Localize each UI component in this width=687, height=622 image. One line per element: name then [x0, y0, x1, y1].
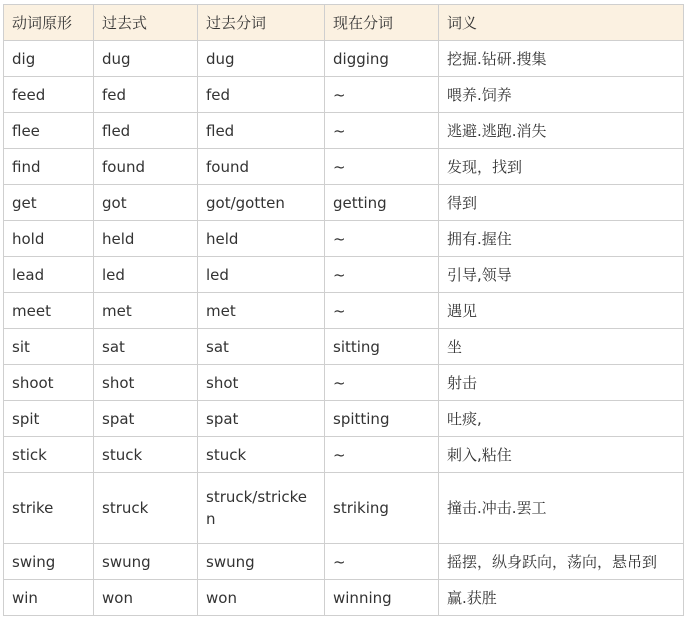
- header-present-participle: 现在分词: [325, 5, 439, 41]
- table-row: [4, 113, 684, 149]
- past-participle-cell: spat: [198, 401, 325, 437]
- meaning-cell: 发现，找到: [439, 149, 684, 185]
- base-form-cell: swing: [4, 544, 94, 580]
- table-row: [4, 149, 684, 185]
- base-form-cell: sit: [4, 329, 94, 365]
- base-form-cell: find: [4, 149, 94, 185]
- past-participle-cell: stuck: [198, 437, 325, 473]
- meaning-cell: 撞击.冲击.罢工: [439, 473, 684, 544]
- past-tense-cell: sat: [94, 329, 198, 365]
- past-tense-cell: met: [94, 293, 198, 329]
- table-row: [4, 293, 684, 329]
- base-form-cell: flee: [4, 113, 94, 149]
- past-tense-cell: fed: [94, 77, 198, 113]
- past-participle-cell: sat: [198, 329, 325, 365]
- past-participle-cell: struck/stricken: [198, 473, 325, 544]
- past-tense-cell: found: [94, 149, 198, 185]
- base-form-cell: dig: [4, 41, 94, 77]
- meaning-cell: 摇摆，纵身跃向，荡向，悬吊到: [439, 544, 684, 580]
- base-form-cell: get: [4, 185, 94, 221]
- header-past-tense: 过去式: [94, 5, 198, 41]
- present-participle-cell: ~: [325, 77, 439, 113]
- table-row: [4, 41, 684, 77]
- past-participle-cell: dug: [198, 41, 325, 77]
- meaning-cell: 挖掘.钻研.搜集: [439, 41, 684, 77]
- table-row: [4, 473, 684, 544]
- base-form-cell: lead: [4, 257, 94, 293]
- past-participle-cell: held: [198, 221, 325, 257]
- base-form-cell: hold: [4, 221, 94, 257]
- header-base-form: 动词原形: [4, 5, 94, 41]
- present-participle-cell: ~: [325, 544, 439, 580]
- past-tense-cell: fled: [94, 113, 198, 149]
- present-participle-cell: ~: [325, 293, 439, 329]
- table-row: [4, 221, 684, 257]
- table-header-row: [4, 5, 684, 41]
- meaning-cell: 吐痰,: [439, 401, 684, 437]
- present-participle-cell: digging: [325, 41, 439, 77]
- meaning-cell: 刺入,粘住: [439, 437, 684, 473]
- base-form-cell: feed: [4, 77, 94, 113]
- past-participle-cell: led: [198, 257, 325, 293]
- table-row: [4, 365, 684, 401]
- present-participle-cell: ~: [325, 149, 439, 185]
- table-row: [4, 257, 684, 293]
- present-participle-cell: spitting: [325, 401, 439, 437]
- present-participle-cell: striking: [325, 473, 439, 544]
- table-row: [4, 185, 684, 221]
- past-participle-cell: found: [198, 149, 325, 185]
- past-tense-cell: led: [94, 257, 198, 293]
- present-participle-cell: ~: [325, 365, 439, 401]
- past-tense-cell: dug: [94, 41, 198, 77]
- past-participle-cell: got/gotten: [198, 185, 325, 221]
- table-row: [4, 401, 684, 437]
- past-participle-cell: shot: [198, 365, 325, 401]
- present-participle-cell: winning: [325, 580, 439, 616]
- verb-forms-table: [3, 4, 684, 616]
- table-row: [4, 580, 684, 616]
- table-row: [4, 329, 684, 365]
- past-participle-cell: won: [198, 580, 325, 616]
- meaning-cell: 喂养.饲养: [439, 77, 684, 113]
- header-meaning: 词义: [439, 5, 684, 41]
- table-row: [4, 437, 684, 473]
- present-participle-cell: ~: [325, 221, 439, 257]
- past-participle-cell: met: [198, 293, 325, 329]
- past-participle-cell: fled: [198, 113, 325, 149]
- meaning-cell: 坐: [439, 329, 684, 365]
- past-participle-cell: swung: [198, 544, 325, 580]
- past-tense-cell: got: [94, 185, 198, 221]
- meaning-cell: 得到: [439, 185, 684, 221]
- base-form-cell: stick: [4, 437, 94, 473]
- table-row: [4, 544, 684, 580]
- present-participle-cell: ~: [325, 437, 439, 473]
- meaning-cell: 遇见: [439, 293, 684, 329]
- past-tense-cell: struck: [94, 473, 198, 544]
- base-form-cell: meet: [4, 293, 94, 329]
- meaning-cell: 逃避.逃跑.消失: [439, 113, 684, 149]
- past-tense-cell: held: [94, 221, 198, 257]
- meaning-cell: 赢.获胜: [439, 580, 684, 616]
- past-tense-cell: stuck: [94, 437, 198, 473]
- meaning-cell: 射击: [439, 365, 684, 401]
- past-tense-cell: won: [94, 580, 198, 616]
- header-past-participle: 过去分词: [198, 5, 325, 41]
- base-form-cell: strike: [4, 473, 94, 544]
- present-participle-cell: getting: [325, 185, 439, 221]
- present-participle-cell: ~: [325, 113, 439, 149]
- base-form-cell: shoot: [4, 365, 94, 401]
- base-form-cell: win: [4, 580, 94, 616]
- table-row: [4, 77, 684, 113]
- meaning-cell: 引导,领导: [439, 257, 684, 293]
- past-tense-cell: swung: [94, 544, 198, 580]
- past-participle-cell: fed: [198, 77, 325, 113]
- present-participle-cell: ~: [325, 257, 439, 293]
- past-tense-cell: spat: [94, 401, 198, 437]
- past-tense-cell: shot: [94, 365, 198, 401]
- meaning-cell: 拥有.握住: [439, 221, 684, 257]
- present-participle-cell: sitting: [325, 329, 439, 365]
- base-form-cell: spit: [4, 401, 94, 437]
